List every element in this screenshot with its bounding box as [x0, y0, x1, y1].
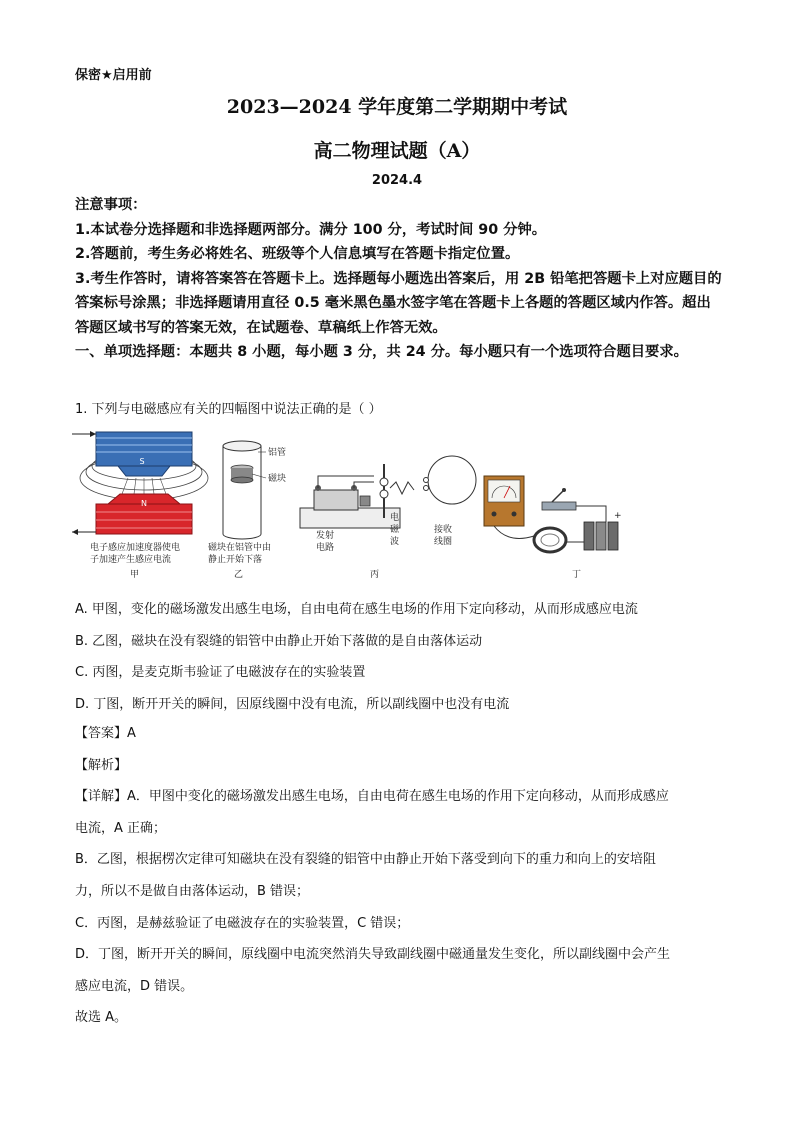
- detail-line: 电流，A 正确；: [75, 820, 167, 836]
- wave-label: 电: [390, 513, 400, 523]
- exam-date: 2024.4: [371, 173, 423, 188]
- detail-line: C．丙图，是赫兹验证了电磁波存在的实验装置，C 错误；: [75, 915, 410, 931]
- transmitter-label: 发射: [316, 531, 335, 541]
- figure-ding: [484, 476, 622, 580]
- exam-subtitle: 高二物理试题（A）: [313, 140, 481, 162]
- answer-line: 【答案】A: [75, 726, 136, 741]
- battery-plus-label: +: [614, 511, 622, 521]
- tube-label: 铝管: [268, 448, 287, 458]
- figure-jia: [72, 431, 208, 580]
- wave-label: 磁: [390, 525, 400, 535]
- analysis-heading: 【解析】: [75, 757, 128, 773]
- detail-line: 感应电流，D 错误。: [75, 978, 194, 994]
- note-item: 2.答题前，考生务必将姓名、班级等个人信息填写在答题卡指定位置。: [75, 246, 520, 262]
- figure-bing: [300, 456, 476, 580]
- detail-line: 【详解】A．甲图中变化的磁场激发出感生电场，自由电荷在感生电场的作用下定向移动，从而形成感应: [75, 789, 669, 805]
- confidential-label: 保密★启用前: [75, 68, 152, 83]
- magnet-label: 磁块: [268, 474, 287, 484]
- figure-label-ding: 丁: [572, 570, 582, 580]
- note-item: 1.本试卷分选择题和非选择题两部分。满分 100 分，考试时间 90 分钟。: [75, 221, 547, 238]
- option-b: B. 乙图，磁块在没有裂缝的铝管中由静止开始下落做的是自由落体运动: [75, 633, 483, 649]
- yi-caption: 静止开始下落: [208, 555, 263, 565]
- exam-title: 2023—2024 学年度第二学期期中考试: [226, 96, 568, 118]
- option-c: C. 丙图，是麦克斯韦验证了电磁波存在的实验装置: [75, 665, 366, 680]
- transmitter-label: 电路: [316, 543, 335, 553]
- note-item: 3.考生作答时，请将答案答在答题卡上。选择题每小题选出答案后，用 2B 铅笔把答题卡上对应题目的答案标号涂黑；非选择题请用直径 0.5 毫米黑色墨水签字笔在答题卡上各题的答题区域内作答。超出答题区域书写的答案无效，在试题卷、草稿纸上作答无效。: [75, 270, 722, 336]
- figure-label-jia: 甲: [130, 570, 140, 580]
- question-figure: [68, 424, 628, 586]
- receiver-label: 接收: [434, 525, 453, 535]
- jia-caption: 子加速产生感应电流: [90, 555, 172, 565]
- wave-label: 波: [390, 537, 400, 547]
- figure-label-bing: 丙: [370, 570, 380, 580]
- section-heading: 一、单项选择题：本题共 8 小题，每小题 3 分，共 24 分。每小题只有一个选项符合题目要求。: [75, 344, 688, 360]
- detail-line: 力，所以不是做自由落体运动，B 错误；: [75, 883, 310, 899]
- option-a: A. 甲图，变化的磁场激发出感生电场，自由电荷在感生电场的作用下定向移动，从而形成感应电流: [75, 602, 638, 617]
- detail-line: B．乙图，根据楞次定律可知磁块在没有裂缝的铝管中由静止开始下落受到向下的重力和向上的安培阻: [75, 852, 656, 868]
- pole-s-label: S: [139, 457, 145, 466]
- detail-line: D．丁图，断开开关的瞬间，原线圈中电流突然消失导致副线圈中磁通量发生变化，所以副线圈中会产生: [75, 947, 671, 963]
- option-d: D. 丁图，断开开关的瞬间，因原线圈中没有电流，所以副线圈中也没有电流: [75, 696, 510, 712]
- explanation-section: [75, 718, 725, 1034]
- receiver-label: 线圈: [434, 537, 453, 547]
- detail-line: 故选 A。: [75, 1010, 128, 1026]
- figure-label-yi: 乙: [234, 570, 244, 580]
- options-list: [75, 594, 725, 720]
- jia-caption: 电子感应加速度器使电: [90, 543, 181, 553]
- notes-heading: 注意事项：: [75, 197, 147, 213]
- figure-yi: [208, 441, 286, 580]
- pole-n-label: N: [141, 499, 147, 508]
- question-stem: 1. 下列与电磁感应有关的四幅图中说法正确的是（ ）: [75, 402, 382, 417]
- yi-caption: 磁块在铝管中由: [208, 543, 272, 553]
- notes-section: [75, 193, 725, 365]
